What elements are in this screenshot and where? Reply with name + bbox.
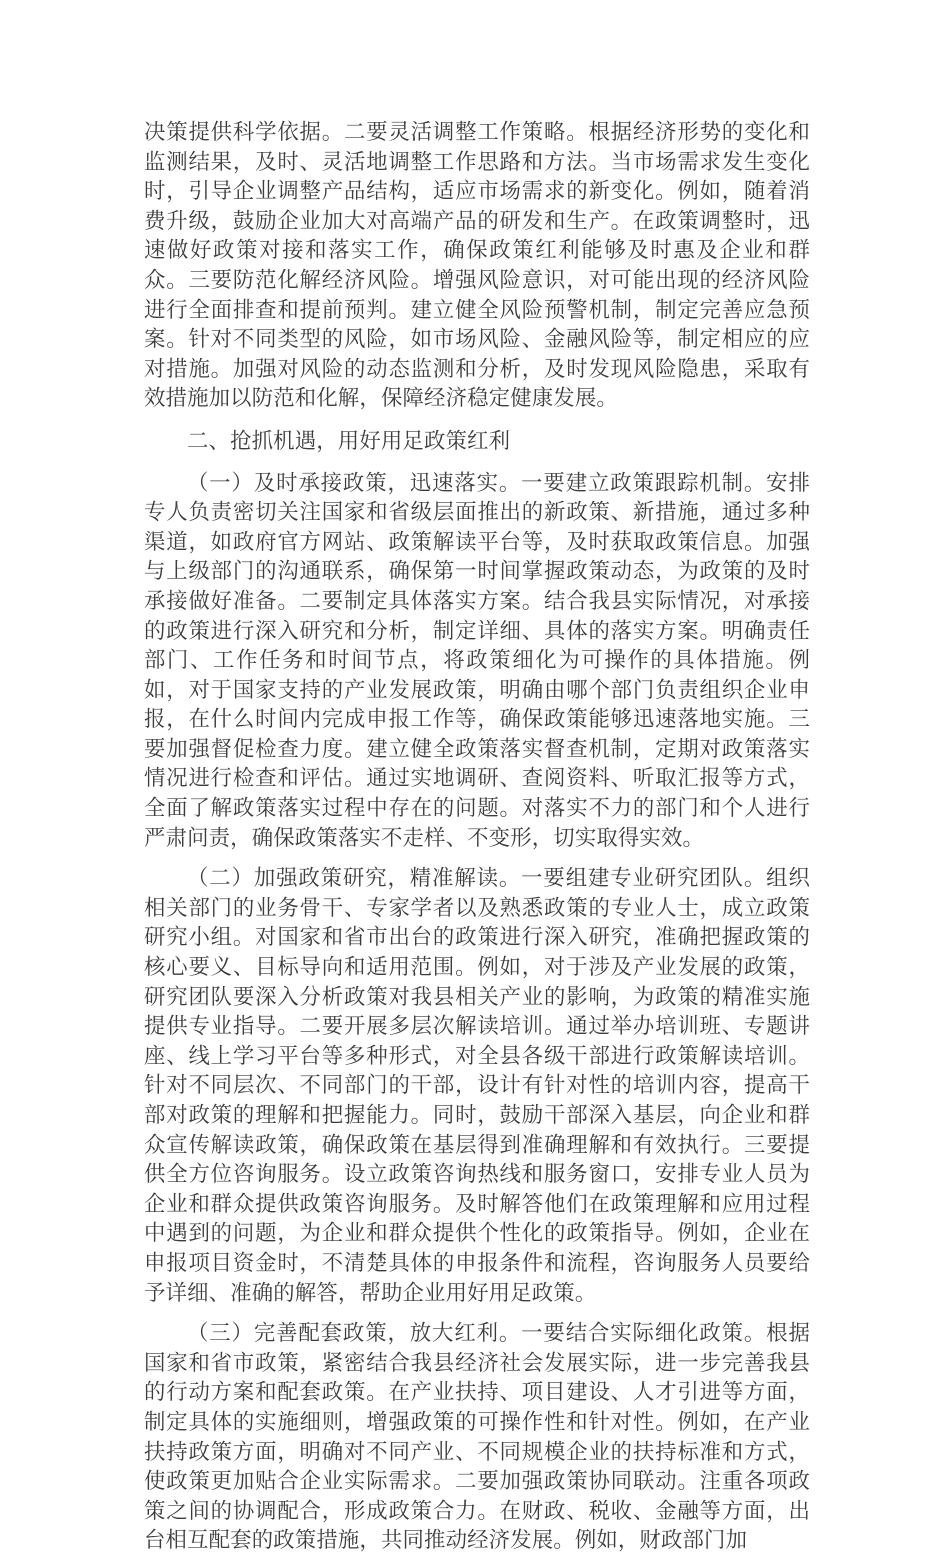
page-text-column — [144, 118, 810, 1556]
section-heading-two: 二、抢抓机遇，用好用足政策红利 — [187, 428, 511, 454]
paragraph-subsection-one: （一）及时承接政策，迅速落实。一要建立政策跟踪机制。安排专人负责密切关注国家和省级层面推出的新政策、新措施，通过多种渠道，如政府官方网站、政策解读平台等，及时获取政策信息。加强与上级部门的沟通联系，确保第一时间掌握政策动态，为政策的及时承接做好准备。二要制定具体落实方案。结合我县实际情况，对承接的政策进行深入研究和分析，制定详细、具体的落实方案。明确责任部门、工作任务和时间节点，将政策细化为可操作的具体措施。例如，对于国家支持的产业发展政策，明确由哪个部门负责组织企业申报，在什么时间内完成申报工作等，确保政策能够迅速落地实施。三要加强督促检查力度。建立健全政策落实督查机制，定期对政策落实情况进行检查和评估。通过实地调研、查阅资料、听取汇报等方式，全面了解政策落实过程中存在的问题。对落实不力的部门和个人进行严肃问责，确保政策落实不走样、不变形，切实取得实效。 — [144, 470, 810, 851]
paragraph-subsection-three: （三）完善配套政策，放大红利。一要结合实际细化政策。根据国家和省市政策，紧密结合我县经济社会发展实际，进一步完善我县的行动方案和配套政策。在产业扶持、项目建设、人才引进等方面，制定具体的实施细则，增强政策的可操作性和针对性。例如，在产业扶持政策方面，明确对不同产业、不同规模企业的扶持标准和方式，使政策更加贴合企业实际需求。二要加强政策协同联动。注重各项政策之间的协调配合，形成政策合力。在财政、税收、金融等方面，出台相互配套的政策措施，共同推动经济发展。例如，财政部门加 — [144, 1321, 810, 1554]
paragraph-subsection-two: （二）加强政策研究，精准解读。一要组建专业研究团队。组织相关部门的业务骨干、专家学者以及熟悉政策的专业人士，成立政策研究小组。对国家和省市出台的政策进行深入研究，准确把握政策的核心要义、目标导向和适用范围。例如，对于涉及产业发展的政策，研究团队要深入分析政策对我县相关产业的影响，为政策的精准实施提供专业指导。二要开展多层次解读培训。通过举办培训班、专题讲座、线上学习平台等多种形式，对全县各级干部进行政策解读培训。针对不同层次、不同部门的干部，设计有针对性的培训内容，提高干部对政策的理解和把握能力。同时，鼓励干部深入基层，向企业和群众宣传解读政策，确保政策在基层得到准确理解和有效执行。三要提供全方位咨询服务。设立政策咨询热线和服务窗口，安排专业人员为企业和群众提供政策咨询服务。及时解答他们在政策理解和应用过程中遇到的问题，为企业和群众提供个性化的政策指导。例如，企业在申报项目资金时，不清楚具体的申报条件和流程，咨询服务人员要给予详细、准确的解答，帮助企业用好用足政策。 — [144, 866, 810, 1306]
spacer-before-heading — [144, 414, 810, 427]
paragraph-continued: 决策提供科学依据。二要灵活调整工作策略。根据经济形势的变化和监测结果，及时、灵活地调整工作思路和方法。当市场需求发生变化时，引导企业调整产品结构，适应市场需求的新变化。例如，随着消费升级，鼓励企业加大对高端产品的研发和生产。在政策调整时，迅速做好政策对接和落实工作，确保政策红利能够及时惠及企业和群众。三要防范化解经济风险。增强风险意识，对可能出现的经济风险进行全面排查和提前预判。建立健全风险预警机制，制定完善应急预案。针对不同类型的风险，如市场风险、金融风险等，制定相应的应对措施。加强对风险的动态监测和分析，及时发现风险隐患，采取有效措施加以防范和化解，保障经济稳定健康发展。 — [144, 120, 810, 412]
spacer-after-heading — [144, 457, 810, 469]
spacer-between-sub-two-three — [144, 1308, 810, 1319]
spacer-between-sub-one-two — [144, 853, 810, 864]
